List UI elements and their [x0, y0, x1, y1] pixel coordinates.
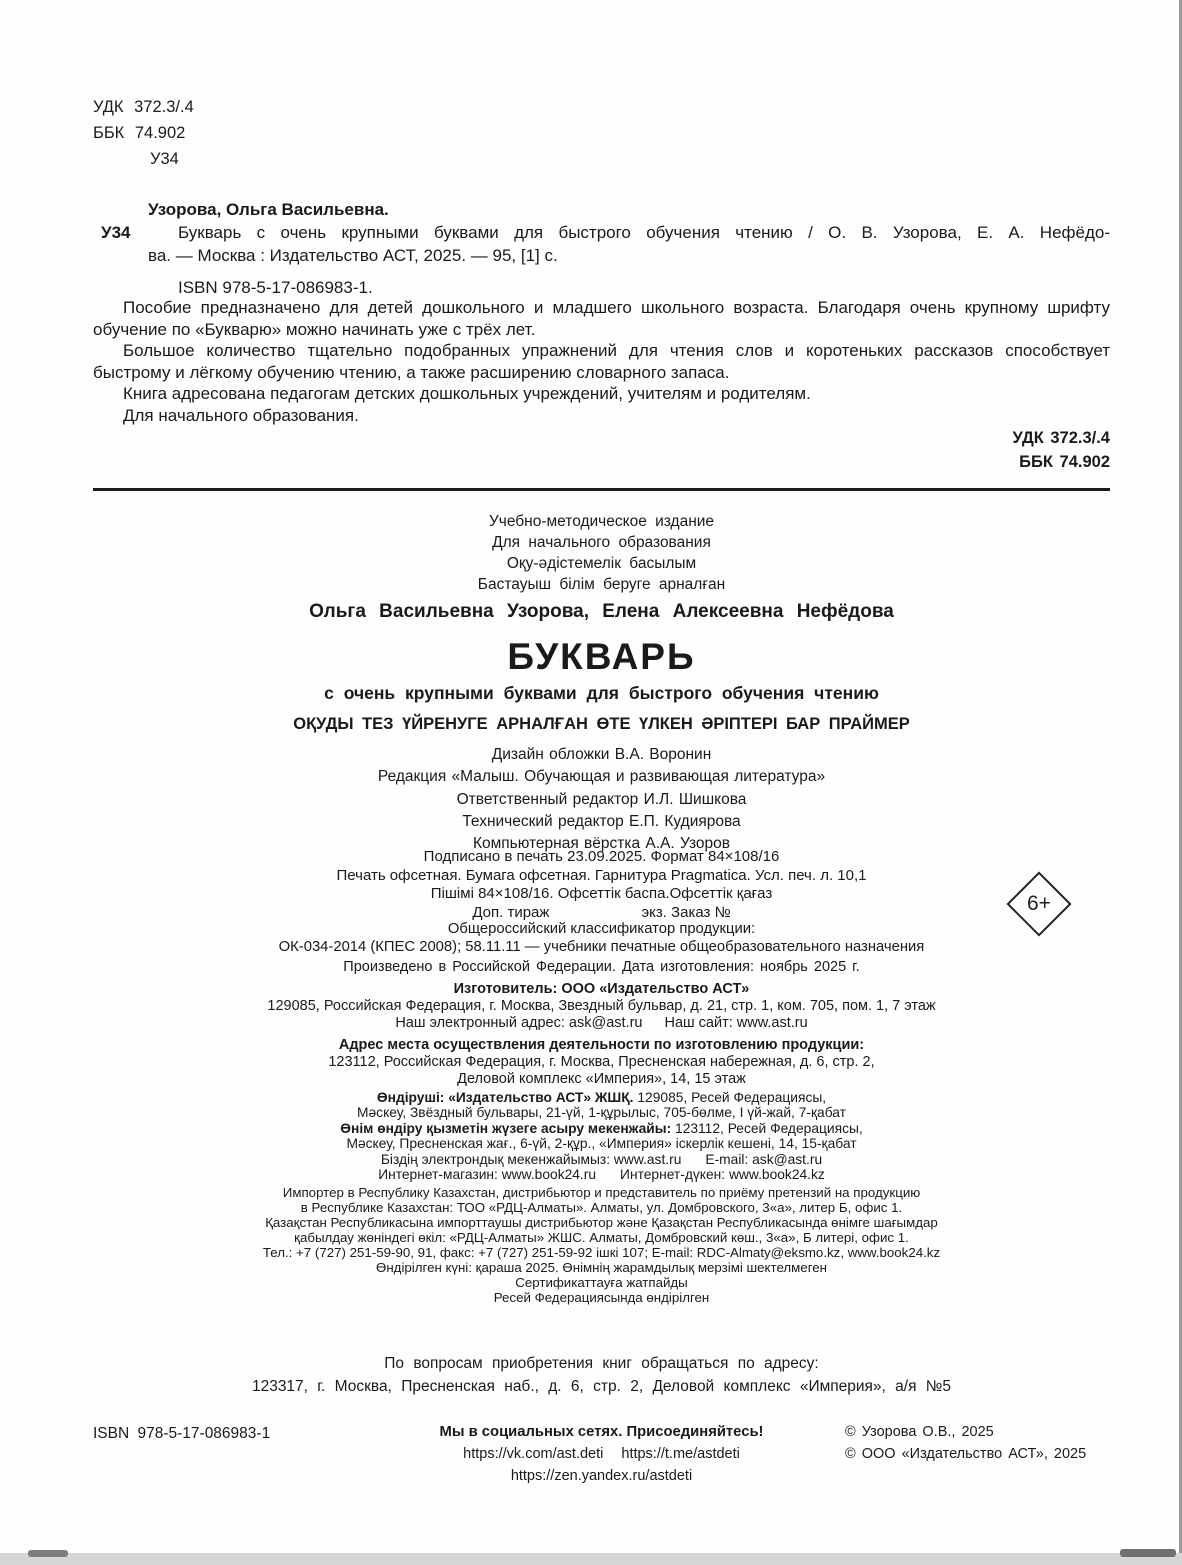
edition-audience-ru: Для начального образования	[492, 534, 711, 551]
bib-body	[93, 221, 1110, 299]
manufacturer-site: Наш сайт: www.ast.ru	[664, 1015, 808, 1032]
print-date-format: Подписано в печать 23.09.2025. Формат 84×108/16	[423, 848, 780, 865]
print-run-line	[93, 904, 1110, 923]
activity-address-block	[93, 1037, 1110, 1089]
copyright-block	[845, 1421, 1086, 1465]
bibliographic-record	[93, 198, 1110, 299]
activity-address-line-1: 123112, Российская Федерация, г. Москва, Пресненская набережная, д. 6, стр. 2,	[328, 1054, 875, 1071]
age-rating-badge	[1016, 881, 1063, 928]
activity-address-heading: Адрес места осуществления деятельности по изготовлению продукции:	[338, 1037, 865, 1053]
bib-description-line-2: ва. — Москва : Издательство АСТ, 2025. — 95, [1] с.	[148, 246, 558, 265]
activity-kz-line-1	[93, 1121, 1110, 1136]
annotation-paragraph: Большое количество тщательно подобранных упражнений для чтения слов и коротеньких рассказов способствует быстрому и лёгкому обучению чтению, а также расширению словарного запаса.	[93, 341, 1110, 382]
shop-ru: Интернет-магазин: www.book24.ru	[378, 1167, 597, 1183]
email-kz-mail: E-mail: ask@ast.ru	[705, 1151, 823, 1167]
credits-block	[93, 744, 1110, 855]
footer-block	[93, 1421, 1110, 1511]
annotation-paragraph: Книга адресована педагогам детских дошкольных учреждений, учителям и родителям.	[123, 384, 811, 403]
scan-artifact-bottom-left	[28, 1550, 68, 1557]
shop-kz: Интернет-дүкен: www.book24.kz	[620, 1167, 825, 1183]
print-format-kz: Пішімі 84×108/16. Офсеттік баспа.Офсеттік қағаз	[430, 885, 773, 902]
manufacturer-block	[93, 981, 1110, 1033]
purchase-heading: По вопросам приобретения книг обращаться по адресу:	[384, 1355, 819, 1372]
udc-code-right: УДК 372.3/.4	[1012, 429, 1110, 447]
production-date-line: Өндірілген күні: қараша 2025. Өнімнің жарамдылық мерзімі шектелмеген	[376, 1260, 827, 1275]
layout-credit: Компьютерная вёрстка А.А. Узоров	[472, 835, 731, 853]
cover-designer-credit: Дизайн обложки В.А. Воронин	[491, 746, 712, 763]
activity-address-line-2: Деловой комплекс «Империя», 14, 15 этаж	[457, 1071, 746, 1088]
importer-block	[93, 1185, 1110, 1305]
purchase-inquiries-block	[93, 1352, 1110, 1398]
authors-full-names: Ольга Васильевна Узорова, Елена Алексеевна Нефёдова	[309, 601, 894, 622]
produced-in-line: Произведено в Российской Федерации. Дата изготовления: ноябрь 2025 г.	[343, 959, 860, 975]
manufacturer-contacts	[93, 1015, 1110, 1032]
edition-type-ru: Учебно-методическое издание	[488, 513, 715, 530]
email-kz-site: Біздің электрондық мекенжайымыз: www.ast.ru	[380, 1151, 682, 1167]
purchase-address: 123317, г. Москва, Пресненская наб., д. 6, стр. 2, Деловой комплекс «Империя», а/я №5	[251, 1378, 952, 1395]
made-in-line: Ресей Федерациясында өндірілген	[493, 1290, 710, 1305]
vk-link: https://vk.com/ast.deti	[463, 1446, 604, 1462]
producer-kz-line-1	[93, 1090, 1110, 1105]
right-aligned-codes	[93, 426, 1110, 474]
udc-code: УДК 372.3/.4	[93, 98, 194, 116]
print-method-typeface: Печать офсетная. Бумага офсетная. Гарнитура Pragmatica. Усл. печ. л. 10,1	[336, 866, 867, 884]
horizontal-divider	[93, 488, 1110, 491]
importer-phone-line: Тел.: +7 (727) 251-59-90, 91, факс: +7 (727) 251-59-92 ішкі 107; E-mail: RDC-Almaty@eksmo.kz, www.book24.kz	[262, 1245, 941, 1260]
author-index-code: У34	[150, 150, 179, 168]
importer-kz-line-1: Қазақстан Республикасына импорттаушы дистрибьютор және Қазақстан Республикасында өнімге шағымдар	[265, 1215, 938, 1230]
bbk-code: ББК 74.902	[93, 124, 186, 142]
book-title: БУКВАРЬ	[507, 636, 696, 677]
importer-ru-line-2: в Республике Казахстан: ТОО «РДЦ-Алматы». Алматы, ул. Домбровского, 3«а», литер Б, офис 1.	[300, 1200, 903, 1215]
producer-kz-label: Өндіруші: «Издательство АСТ» ЖШҚ.	[376, 1090, 634, 1105]
edition-type-kz: Оқу-әдістемелік басылым	[506, 555, 697, 572]
product-classifier-block	[93, 921, 1110, 956]
bib-author-heading: Узорова, Ольга Васильевна.	[148, 200, 389, 219]
email-kz-line	[93, 1152, 1110, 1167]
activity-kz-rest: 123112, Ресей Федерациясы,	[675, 1120, 863, 1136]
manufacturer-address: 129085, Российская Федерация, г. Москва, Звездный бульвар, д. 21, стр. 1, ком. 705, пом. 1, 7 этаж	[267, 998, 936, 1015]
annotation-paragraph: Для начального образования.	[123, 405, 359, 425]
online-shop-line	[93, 1167, 1110, 1182]
importer-kz-line-2: қабылдау жөніндегі өкіл: «РДЦ-Алматы» ЖШС. Алматы, Домбровский көш., 3«а», Б литері, офис 1.	[294, 1230, 909, 1245]
annotation-block	[93, 297, 1110, 426]
activity-kz-label: Өнім өндіру қызметін жүзеге асыру мекенжайы:	[340, 1120, 672, 1136]
manufacturer-kazakh-block	[93, 1090, 1110, 1182]
producer-kz-rest: 129085, Ресей Федерациясы,	[637, 1090, 827, 1105]
age-rating-value: 6+	[1027, 891, 1051, 915]
bib-description-line-1: Букварь с очень крупными буквами для быстрого обучения чтению / О. В. Узорова, Е. А. Нефёдо-	[178, 223, 1110, 242]
importer-ru-line-1: Импортер в Республику Казахстан, дистрибьютор и представитель по приёму претензий на продукцию	[282, 1185, 921, 1200]
book-title-kazakh: ОҚУДЫ ТЕЗ ҮЙРЕНУГЕ АРНАЛҒАН ӨТЕ ҮЛКЕН ӘРІПТЕРІ БАР ПРАЙМЕР	[293, 715, 910, 733]
edition-type-block	[93, 511, 1110, 595]
social-links-line-2	[93, 1465, 1110, 1487]
producer-kz-line-2: Мәскеу, Звёздный бульвары, 21-үй, 1-құрылыс, 705-бөлме, І үй-жай, 7-қабат	[357, 1105, 846, 1121]
copyright-author: © Узорова О.В., 2025	[845, 1424, 994, 1440]
scan-artifact-bottom-right	[1120, 1549, 1176, 1557]
catalog-codes-block	[93, 94, 1110, 172]
book-subtitle: с очень крупными буквами для быстрого обучения чтению	[324, 683, 879, 703]
responsible-editor-credit: Ответственный редактор И.Л. Шишкова	[456, 790, 747, 808]
social-heading: Мы в социальных сетях. Присоединяйтесь!	[439, 1424, 764, 1440]
zen-link: https://zen.yandex.ru/astdeti	[510, 1468, 693, 1484]
footer-isbn: ISBN 978-5-17-086983-1	[93, 1425, 271, 1442]
editorial-division-credit: Редакция «Малыш. Обучающая и развивающая литература»	[377, 768, 826, 786]
certification-line: Сертификаттауға жатпайды	[515, 1275, 688, 1290]
order-number-label: экз. Заказ №	[641, 903, 731, 921]
age-rating-diamond-icon	[1006, 871, 1071, 936]
bib-index-label: У34	[101, 223, 131, 242]
bib-isbn: ISBN 978-5-17-086983-1.	[178, 278, 373, 297]
bbk-code-right: ББК 74.902	[1019, 453, 1110, 471]
edition-audience-kz: Бастауыш білім беруге арналған	[477, 576, 726, 593]
annotation-paragraph: Пособие предназначено для детей дошкольного и младшего школьного возраста. Благодаря очень крупному шрифту обучение по «Букварю» можно начинать уже с трёх лет.	[93, 298, 1110, 339]
scan-artifact-bottom-edge	[0, 1553, 1182, 1565]
telegram-link: https://t.me/astdeti	[621, 1446, 740, 1462]
copyright-publisher: © ООО «Издательство АСТ», 2025	[845, 1446, 1087, 1462]
classifier-code: ОК-034-2014 (КПЕС 2008); 58.11.11 — учебники печатные общеобразовательного назначения	[278, 938, 925, 955]
print-details-block	[93, 848, 1110, 922]
activity-kz-line-2: Мәскеу, Пресненская жағ., 6-үй, 2-құр., «Империя» іскерлік кешені, 14, 15-қабат	[346, 1136, 857, 1152]
manufacturer-heading: Изготовитель: ООО «Издательство АСТ»	[453, 981, 750, 997]
print-run-label: Доп. тираж	[472, 903, 550, 921]
manufacturer-email: Наш электронный адрес: ask@ast.ru	[395, 1015, 643, 1032]
technical-editor-credit: Технический редактор Е.П. Кудиярова	[462, 812, 741, 830]
classifier-heading: Общероссийский классификатор продукции:	[447, 921, 756, 937]
